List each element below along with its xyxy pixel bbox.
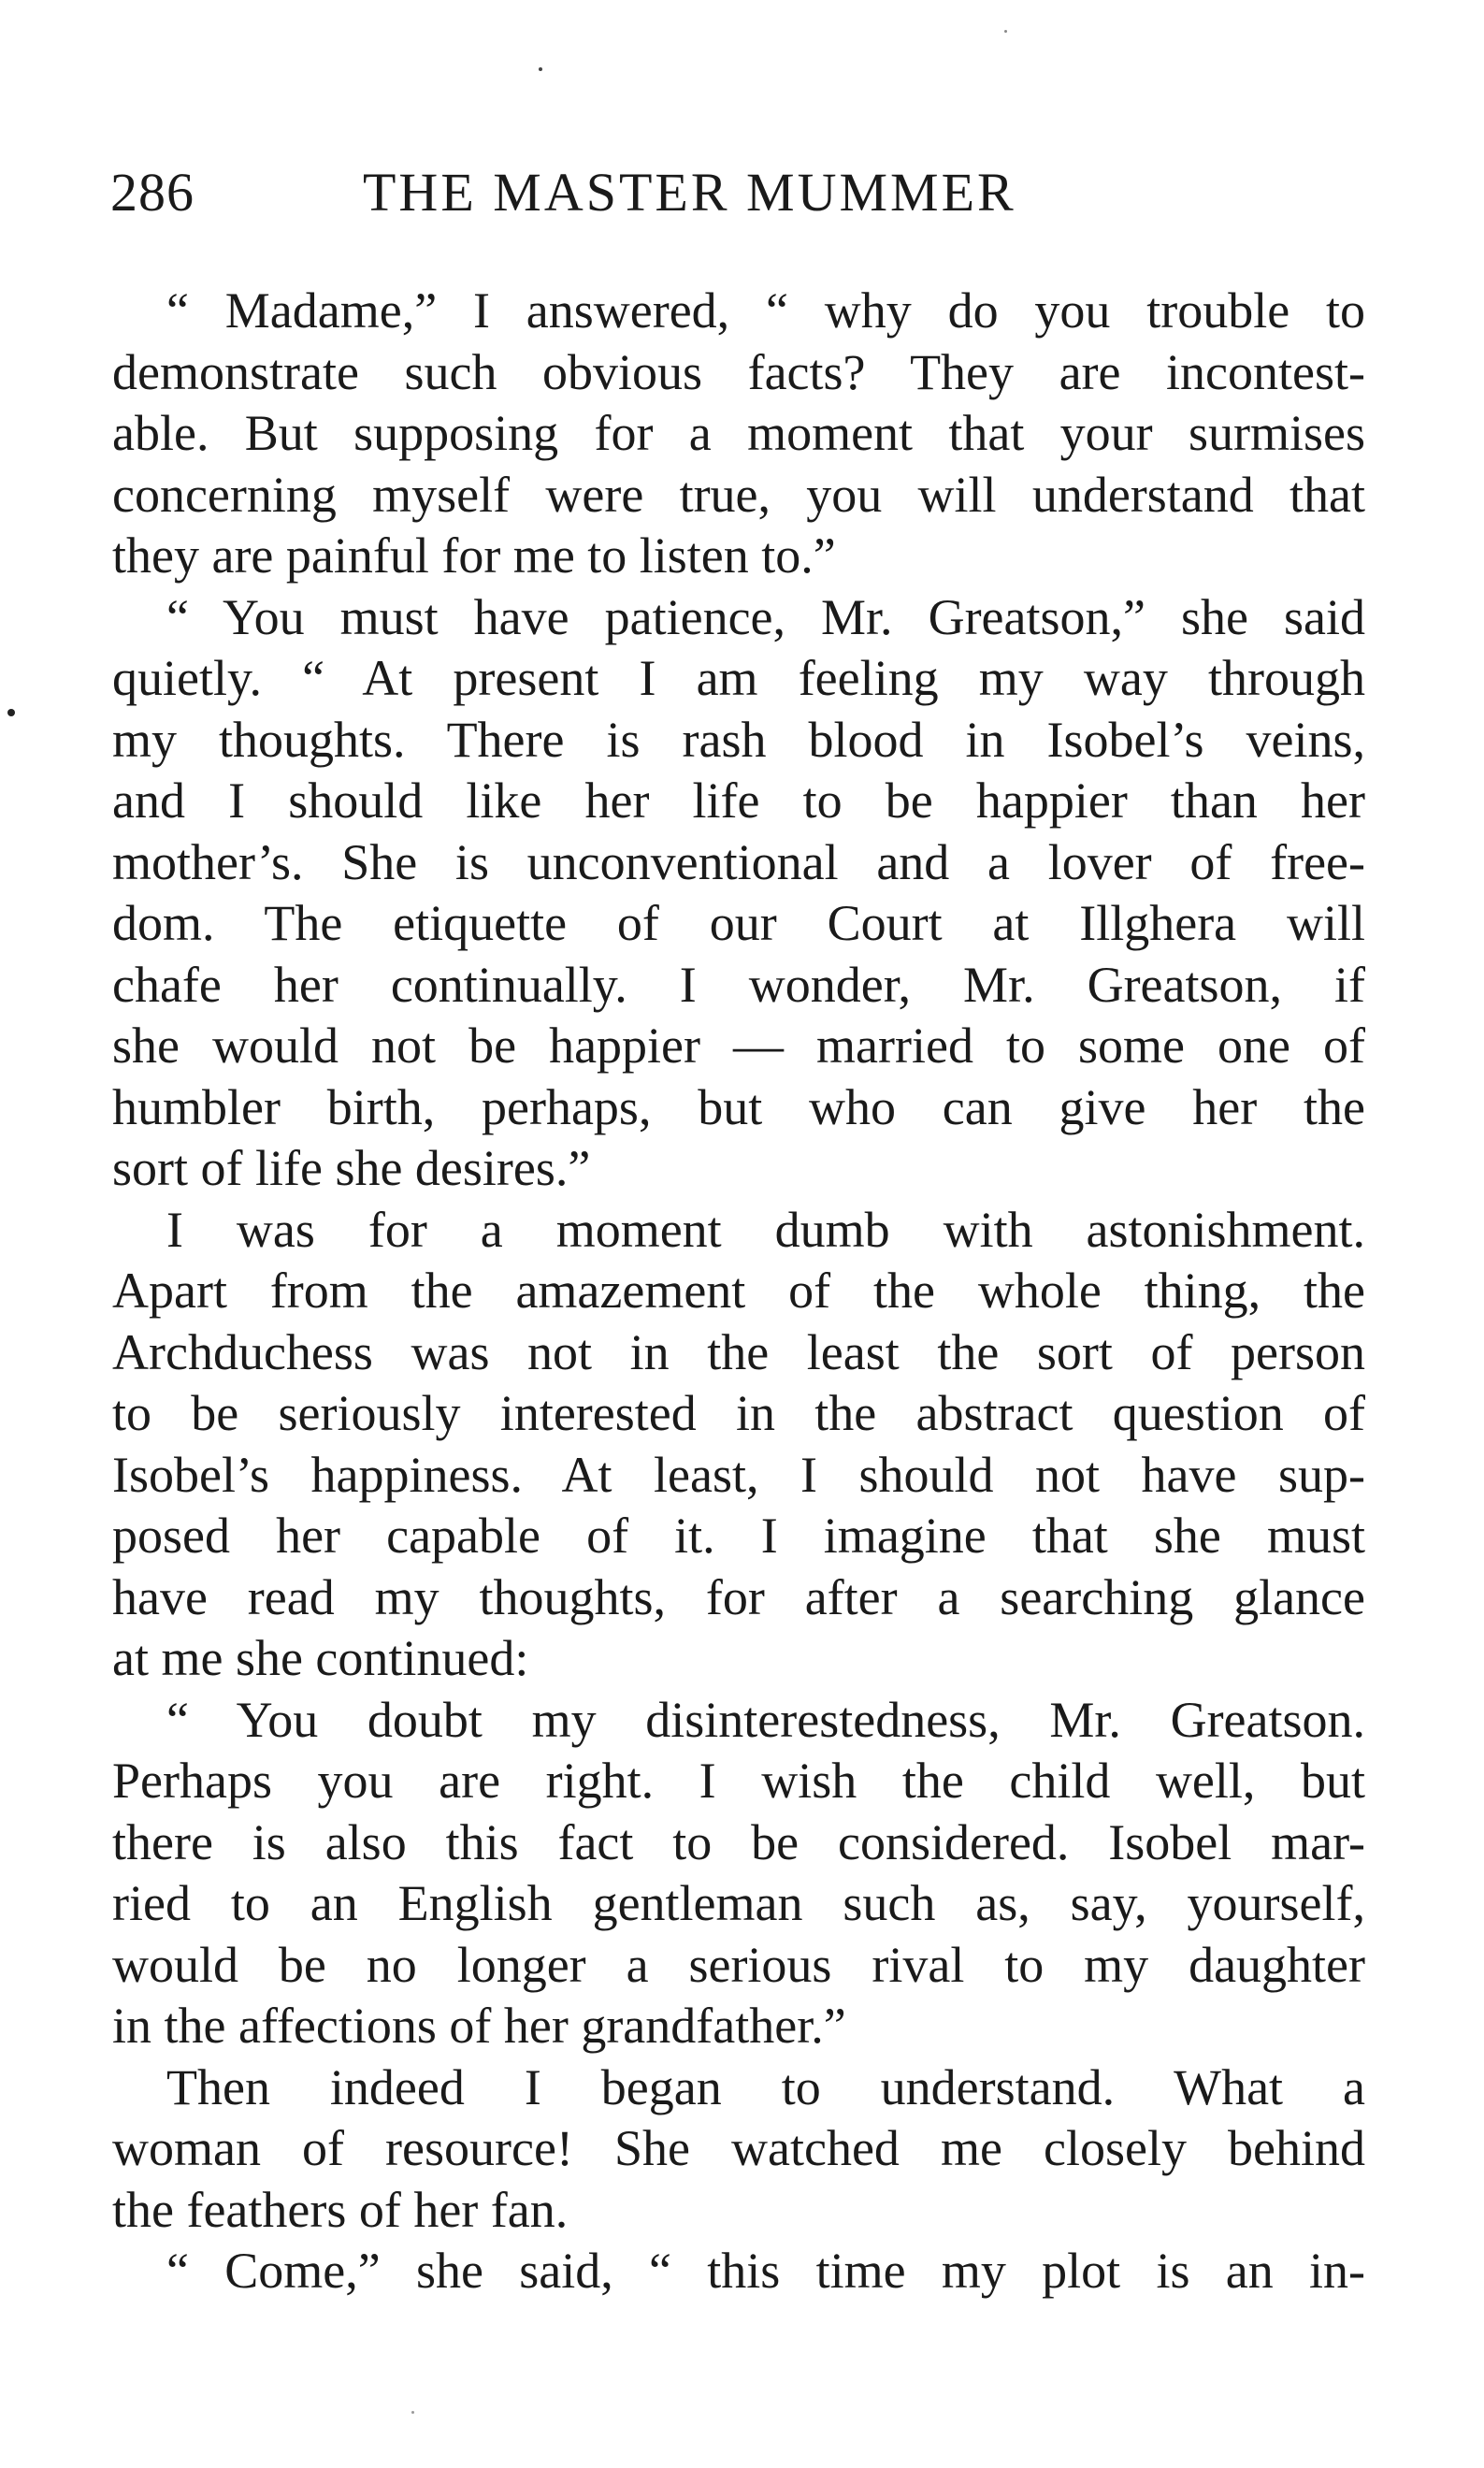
text-line: they are painful for me to listen to.” xyxy=(112,527,836,584)
text-line: Apart from the amazement of the whole thing, the xyxy=(112,1263,1365,1319)
text-line: “ Madame,” I answered, “ why do you trouble to xyxy=(166,282,1365,339)
text-line: I was for a moment dumb with astonishment. xyxy=(166,1201,1365,1258)
text-line: mother’s. She is unconventional and a lover of free- xyxy=(112,833,1365,890)
text-line: would be no longer a serious rival to my daughter xyxy=(112,1936,1365,1993)
text-line: able. But supposing for a moment that your surmises xyxy=(112,405,1365,461)
text-line: sort of life she desires.” xyxy=(112,1140,591,1196)
text-line: “ You doubt my disinterestedness, Mr. Greatson. xyxy=(166,1691,1365,1748)
text-line: concerning myself were true, you will understand that xyxy=(112,466,1365,523)
text-line: in the affections of her grandfather.” xyxy=(112,1998,846,2054)
text-line: ried to an English gentleman such as, say, yourself, xyxy=(112,1875,1365,1931)
text-line: chafe her continually. I wonder, Mr. Greatson, if xyxy=(112,956,1365,1013)
text-line: Then indeed I began to understand. What a xyxy=(166,2058,1365,2115)
print-speck xyxy=(7,709,15,716)
text-line: humbler birth, perhaps, but who can give her the xyxy=(112,1078,1365,1135)
body-text xyxy=(112,281,1365,2302)
text-line: Perhaps you are right. I wish the child well, but xyxy=(112,1753,1365,1809)
text-line: and I should like her life to be happier than her xyxy=(112,772,1365,829)
text-line: my thoughts. There is rash blood in Isobel’s veins, xyxy=(112,711,1365,768)
text-line: demonstrate such obvious facts? They are incontest- xyxy=(112,343,1365,400)
text-line: there is also this fact to be considered. Isobel mar- xyxy=(112,1813,1365,1870)
text-line: have read my thoughts, for after a searching glance xyxy=(112,1568,1365,1625)
text-line: posed her capable of it. I imagine that she must xyxy=(112,1508,1365,1564)
page-number: 286 xyxy=(110,162,195,223)
text-line: to be seriously interested in the abstract question of xyxy=(112,1385,1365,1441)
running-title: THE MASTER MUMMER xyxy=(363,162,1016,223)
text-line: Isobel’s happiness. At least, I should not have sup- xyxy=(112,1446,1365,1503)
running-header xyxy=(110,161,1363,236)
text-line: “ Come,” she said, “ this time my plot is an in- xyxy=(166,2243,1365,2299)
print-speck xyxy=(411,2411,414,2414)
text-line: at me she continued: xyxy=(112,1630,529,1686)
text-line: quietly. “ At present I am feeling my way through xyxy=(112,650,1365,706)
text-line: dom. The etiquette of our Court at Illghera will xyxy=(112,895,1365,951)
text-line: woman of resource! She watched me closely behind xyxy=(112,2120,1365,2176)
print-speck xyxy=(539,67,542,71)
text-line: she would not be happier — married to some one of xyxy=(112,1018,1365,1074)
text-line: “ You must have patience, Mr. Greatson,” she said xyxy=(166,588,1365,645)
print-speck xyxy=(1004,30,1007,33)
text-line: Archduchess was not in the least the sort of person xyxy=(112,1323,1365,1380)
text-line: the feathers of her fan. xyxy=(112,2181,569,2238)
